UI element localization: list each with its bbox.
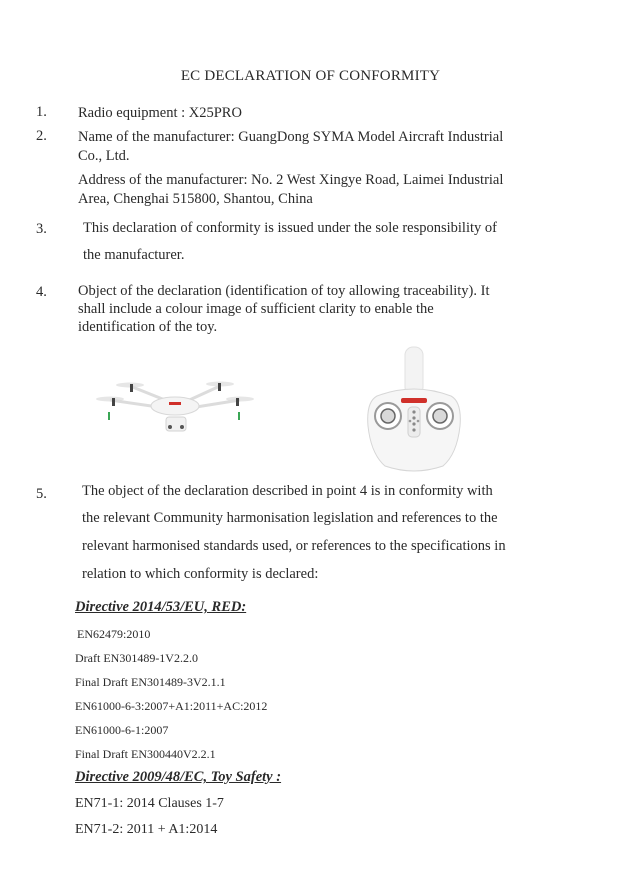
item-4-line-2: shall include a colour image of sufficient clarity to enable the xyxy=(78,301,434,317)
item-2-line-1: Name of the manufacturer: GuangDong SYMA Model Aircraft Industrial xyxy=(78,129,504,145)
item-2-line-2: Co., Ltd. xyxy=(78,148,130,164)
item-1-number: 1. xyxy=(36,104,47,120)
item-2-line-4: Area, Chenghai 515800, Shantou, China xyxy=(78,191,313,207)
item-5-line-2: the relevant Community harmonisation legislation and references to the xyxy=(82,510,498,526)
item-4-number: 4. xyxy=(36,284,47,300)
item-5-line-4: relation to which conformity is declared: xyxy=(82,566,319,582)
item-4-line-1: Object of the declaration (identification of toy allowing traceability). It xyxy=(78,283,490,299)
item-2-number: 2. xyxy=(36,128,47,144)
item-5-number: 5. xyxy=(36,486,47,502)
directive-toy-heading: Directive 2009/48/EC, Toy Safety : xyxy=(75,769,282,785)
item-3-number: 3. xyxy=(36,221,47,237)
item-4-line-3: identification of the toy. xyxy=(78,319,218,335)
item-3-line-2: the manufacturer. xyxy=(83,247,185,263)
item-2-line-3: Address of the manufacturer: No. 2 West Xingye Road, Laimei Industrial xyxy=(78,172,504,188)
item-5-line-3: relevant harmonised standards used, or references to the specifications in xyxy=(82,538,506,554)
red-standard-4: EN61000-6-3:2007+A1:2011+AC:2012 xyxy=(75,699,268,713)
red-standard-6: Final Draft EN300440V2.2.1 xyxy=(75,747,216,761)
controller-image xyxy=(363,344,465,474)
document-title: EC DECLARATION OF CONFORMITY xyxy=(180,68,441,84)
red-standard-5: EN61000-6-1:2007 xyxy=(75,723,169,737)
drone-image xyxy=(90,372,265,442)
directive-red-heading: Directive 2014/53/EU, RED: xyxy=(75,599,247,615)
toy-standard-1: EN71-1: 2014 Clauses 1-7 xyxy=(75,796,224,811)
red-standard-2: Draft EN301489-1V2.2.0 xyxy=(75,651,198,665)
item-1-line-1: Radio equipment : X25PRO xyxy=(78,105,242,121)
red-standard-1: EN62479:2010 xyxy=(77,627,151,641)
item-3-line-1: This declaration of conformity is issued under the sole responsibility of xyxy=(83,220,497,236)
toy-standard-2: EN71-2: 2011 + A1:2014 xyxy=(75,822,218,837)
red-standard-3: Final Draft EN301489-3V2.1.1 xyxy=(75,675,226,689)
item-5-line-1: The object of the declaration described in point 4 is in conformity with xyxy=(82,483,493,499)
